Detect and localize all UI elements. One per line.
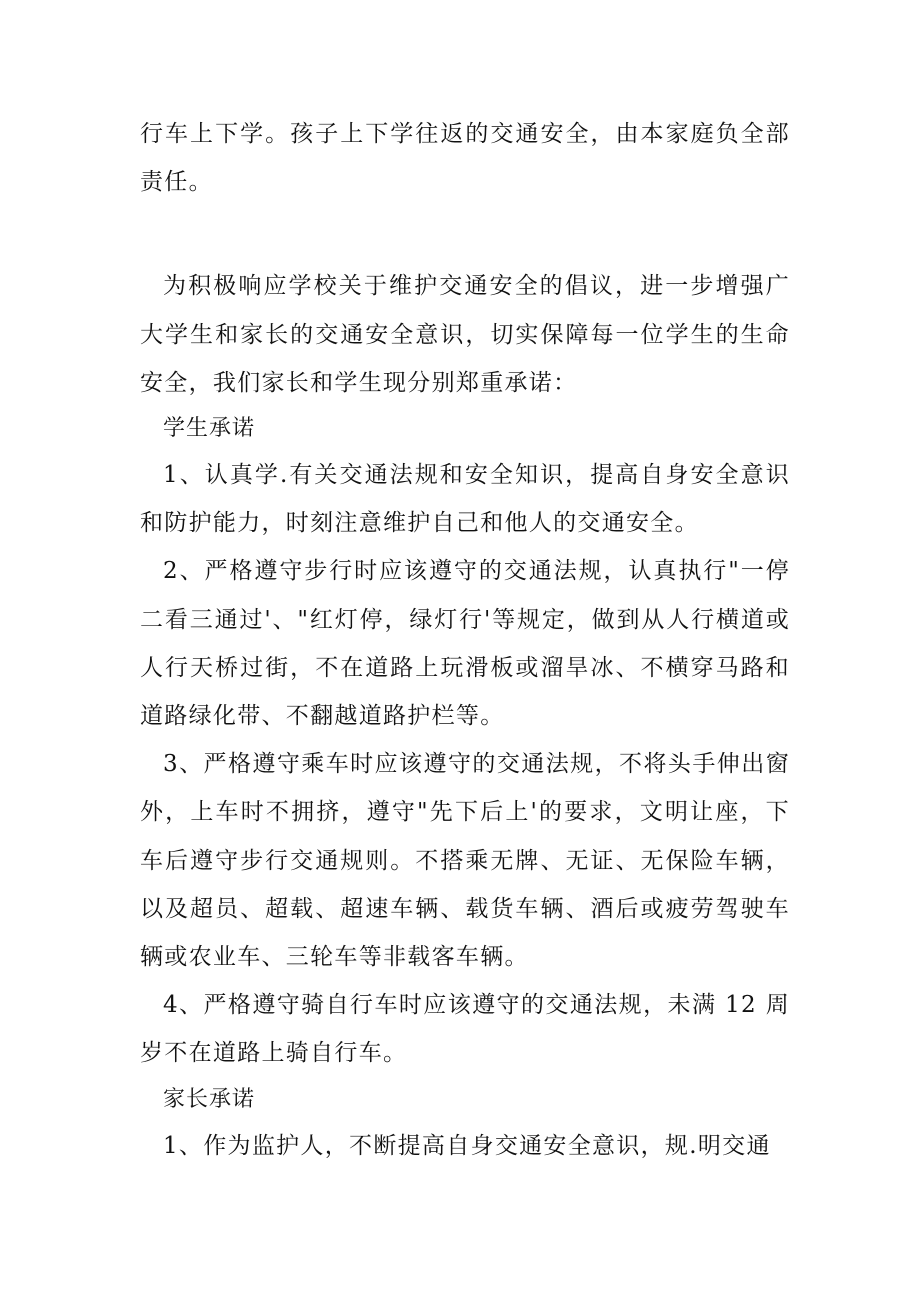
parent-pledge-heading: 家长承诺 — [163, 1086, 256, 1112]
parent-pledge-item-1: 1、作为监护人，不断提高自身交通安全意识，规.明交通 — [163, 1132, 771, 1159]
paragraph-spacer — [140, 206, 790, 262]
intro-continuation-paragraph: 行车上下学。孩子上下学往返的交通安全，由本家庭负全部责任。 — [140, 121, 790, 196]
student-pledge-item-1: 1、认真学.有关交通法规和安全知识，提高自身安全意识和防护能力，时刻注意维护自己和他人的交通安全。 — [140, 462, 790, 537]
document-body — [140, 110, 790, 1170]
student-pledge-item-4: 4、严格遵守骑自行车时应该遵守的交通法规，未满 12 周岁不在道路上骑自行车。 — [140, 992, 790, 1067]
student-pledge-item-2: 2、严格遵守步行时应该遵守的交通法规，认真执行"一停二看三通过'、"红灯停，绿灯行'等规定，做到从人行横道或人行天桥过街，不在道路上玩滑板或溜旱冰、不横穿马路和道路绿化带、不翻越道路护栏等。 — [140, 558, 790, 730]
student-pledge-item-3: 3、严格遵守乘车时应该遵守的交通法规，不将头手伸出窗外，上车时不拥挤，遵守"先下后上'的要求，文明让座，下车后遵守步行交通规则。不搭乘无牌、无证、无保险车辆，以及超员、超载、超速车辆、载货车辆、酒后或疲劳驾驶车辆或农业车、三轮车等非载客车辆。 — [140, 751, 790, 971]
student-pledge-heading: 学生承诺 — [163, 416, 256, 442]
preamble-paragraph: 为积极响应学校关于维护交通安全的倡议，进一步增强广大学生和家长的交通安全意识，切实保障每一位学生的生命安全，我们家长和学生现分别郑重承诺： — [140, 273, 790, 396]
